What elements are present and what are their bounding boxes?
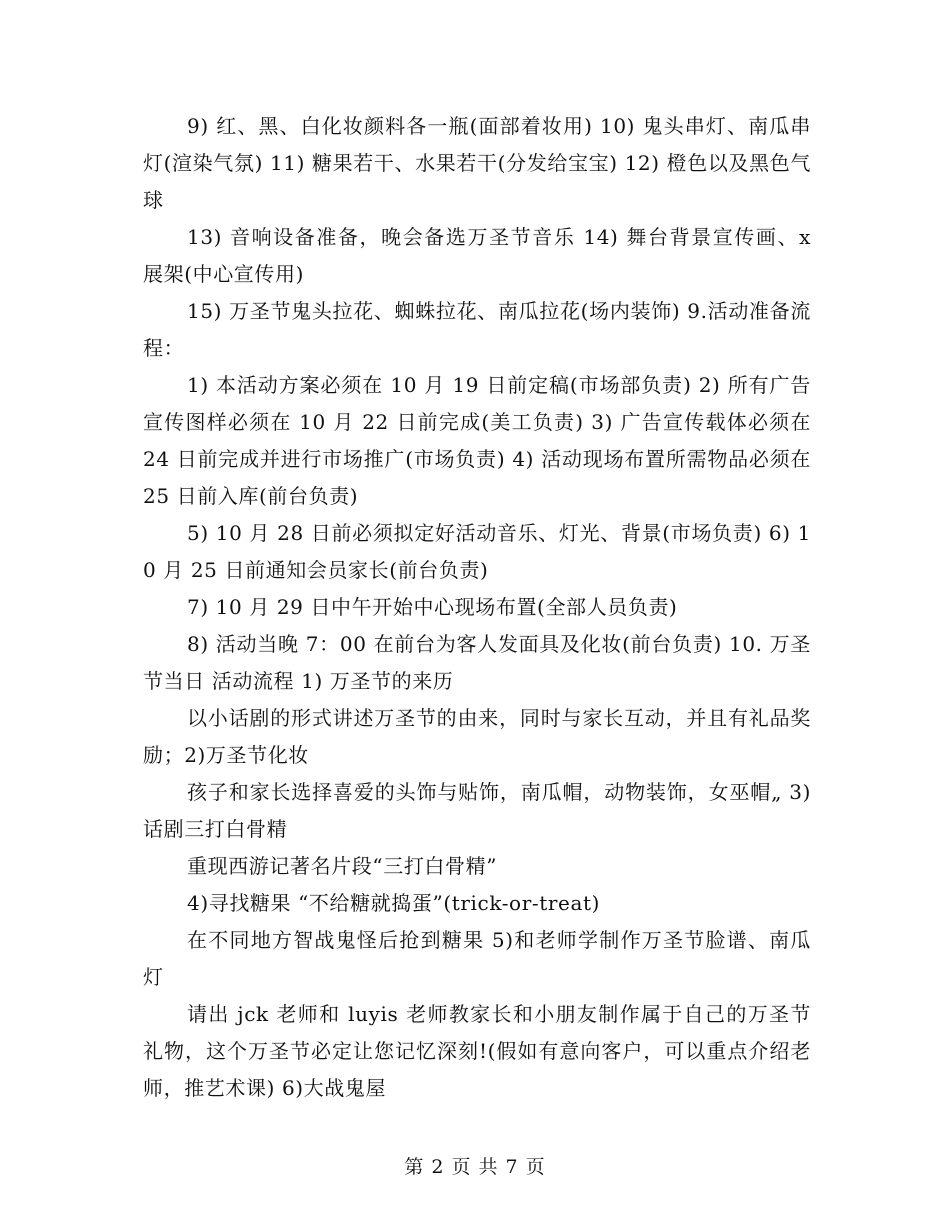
paragraph-materials-9-12: 9) 红、黑、白化妆颜料各一瓶(面部着妆用) 10) 鬼头串灯、南瓜串灯(渲染气氛) 11) 糖果若干、水果若干(分发给宝宝) 12) 橙色以及黑色气球	[143, 114, 811, 212]
page-footer: 第 2 页 共 7 页	[404, 1156, 546, 1178]
paragraph-play-description: 重现西游记著名片段“三打白骨精”	[187, 854, 498, 878]
paragraph-halloween-makeup: 孩子和家长选择喜爱的头饰与贴饰，南瓜帽，动物装饰，女巫帽„ 3)话剧三打白骨精	[143, 780, 811, 841]
paragraph-teacher-crafts: 请出 jck 老师和 luyis 老师教家长和小朋友制作属于自己的万圣节礼物，这个万圣节必定让您记忆深刻!(假如有意向客户，可以重点介绍老师，推艺术课) 6)大战鬼屋	[143, 1002, 811, 1100]
paragraph-materials-13-14: 13) 音响设备准备，晚会备选万圣节音乐 14) 舞台背景宣传画、x 展架(中心宣传用)	[143, 225, 811, 286]
paragraph-materials-15: 15) 万圣节鬼头拉花、蜘蛛拉花、南瓜拉花(场内装饰) 9.活动准备流程：	[143, 299, 811, 360]
paragraph-prep-steps-5-6: 5) 10 月 28 日前必须拟定好活动音乐、灯光、背景(市场负责) 6) 10 月 25 日前通知会员家长(前台负责)	[143, 521, 811, 582]
paragraph-halloween-origin: 以小话剧的形式讲述万圣节的由来，同时与家长互动，并且有礼品奖励；2)万圣节化妆	[143, 706, 811, 767]
paragraph-candy-hunt: 在不同地方智战鬼怪后抢到糖果 5)和老师学制作万圣节脸谱、南瓜灯	[143, 928, 811, 989]
paragraph-prep-steps-1-4: 1) 本活动方案必须在 10 月 19 日前定稿(市场部负责) 2) 所有广告宣传图样必须在 10 月 22 日前完成(美工负责) 3) 广告宣传载体必须在 24 日前完成并进行市场推广(市场负责) 4) 活动现场布置所需物品必须在 25 日前入库(前台负责)	[143, 373, 811, 508]
document-body	[143, 108, 811, 1107]
paragraph-prep-step-7: 7) 10 月 29 日中午开始中心现场布置(全部人员负责)	[187, 595, 678, 619]
paragraph-prep-step-8: 8) 活动当晚 7：00 在前台为客人发面具及化妆(前台负责) 10. 万圣节当日 活动流程 1) 万圣节的来历	[143, 632, 811, 693]
paragraph-trick-or-treat: 4)寻找糖果 “不给糖就捣蛋”(trick-or-treat)	[187, 891, 601, 915]
